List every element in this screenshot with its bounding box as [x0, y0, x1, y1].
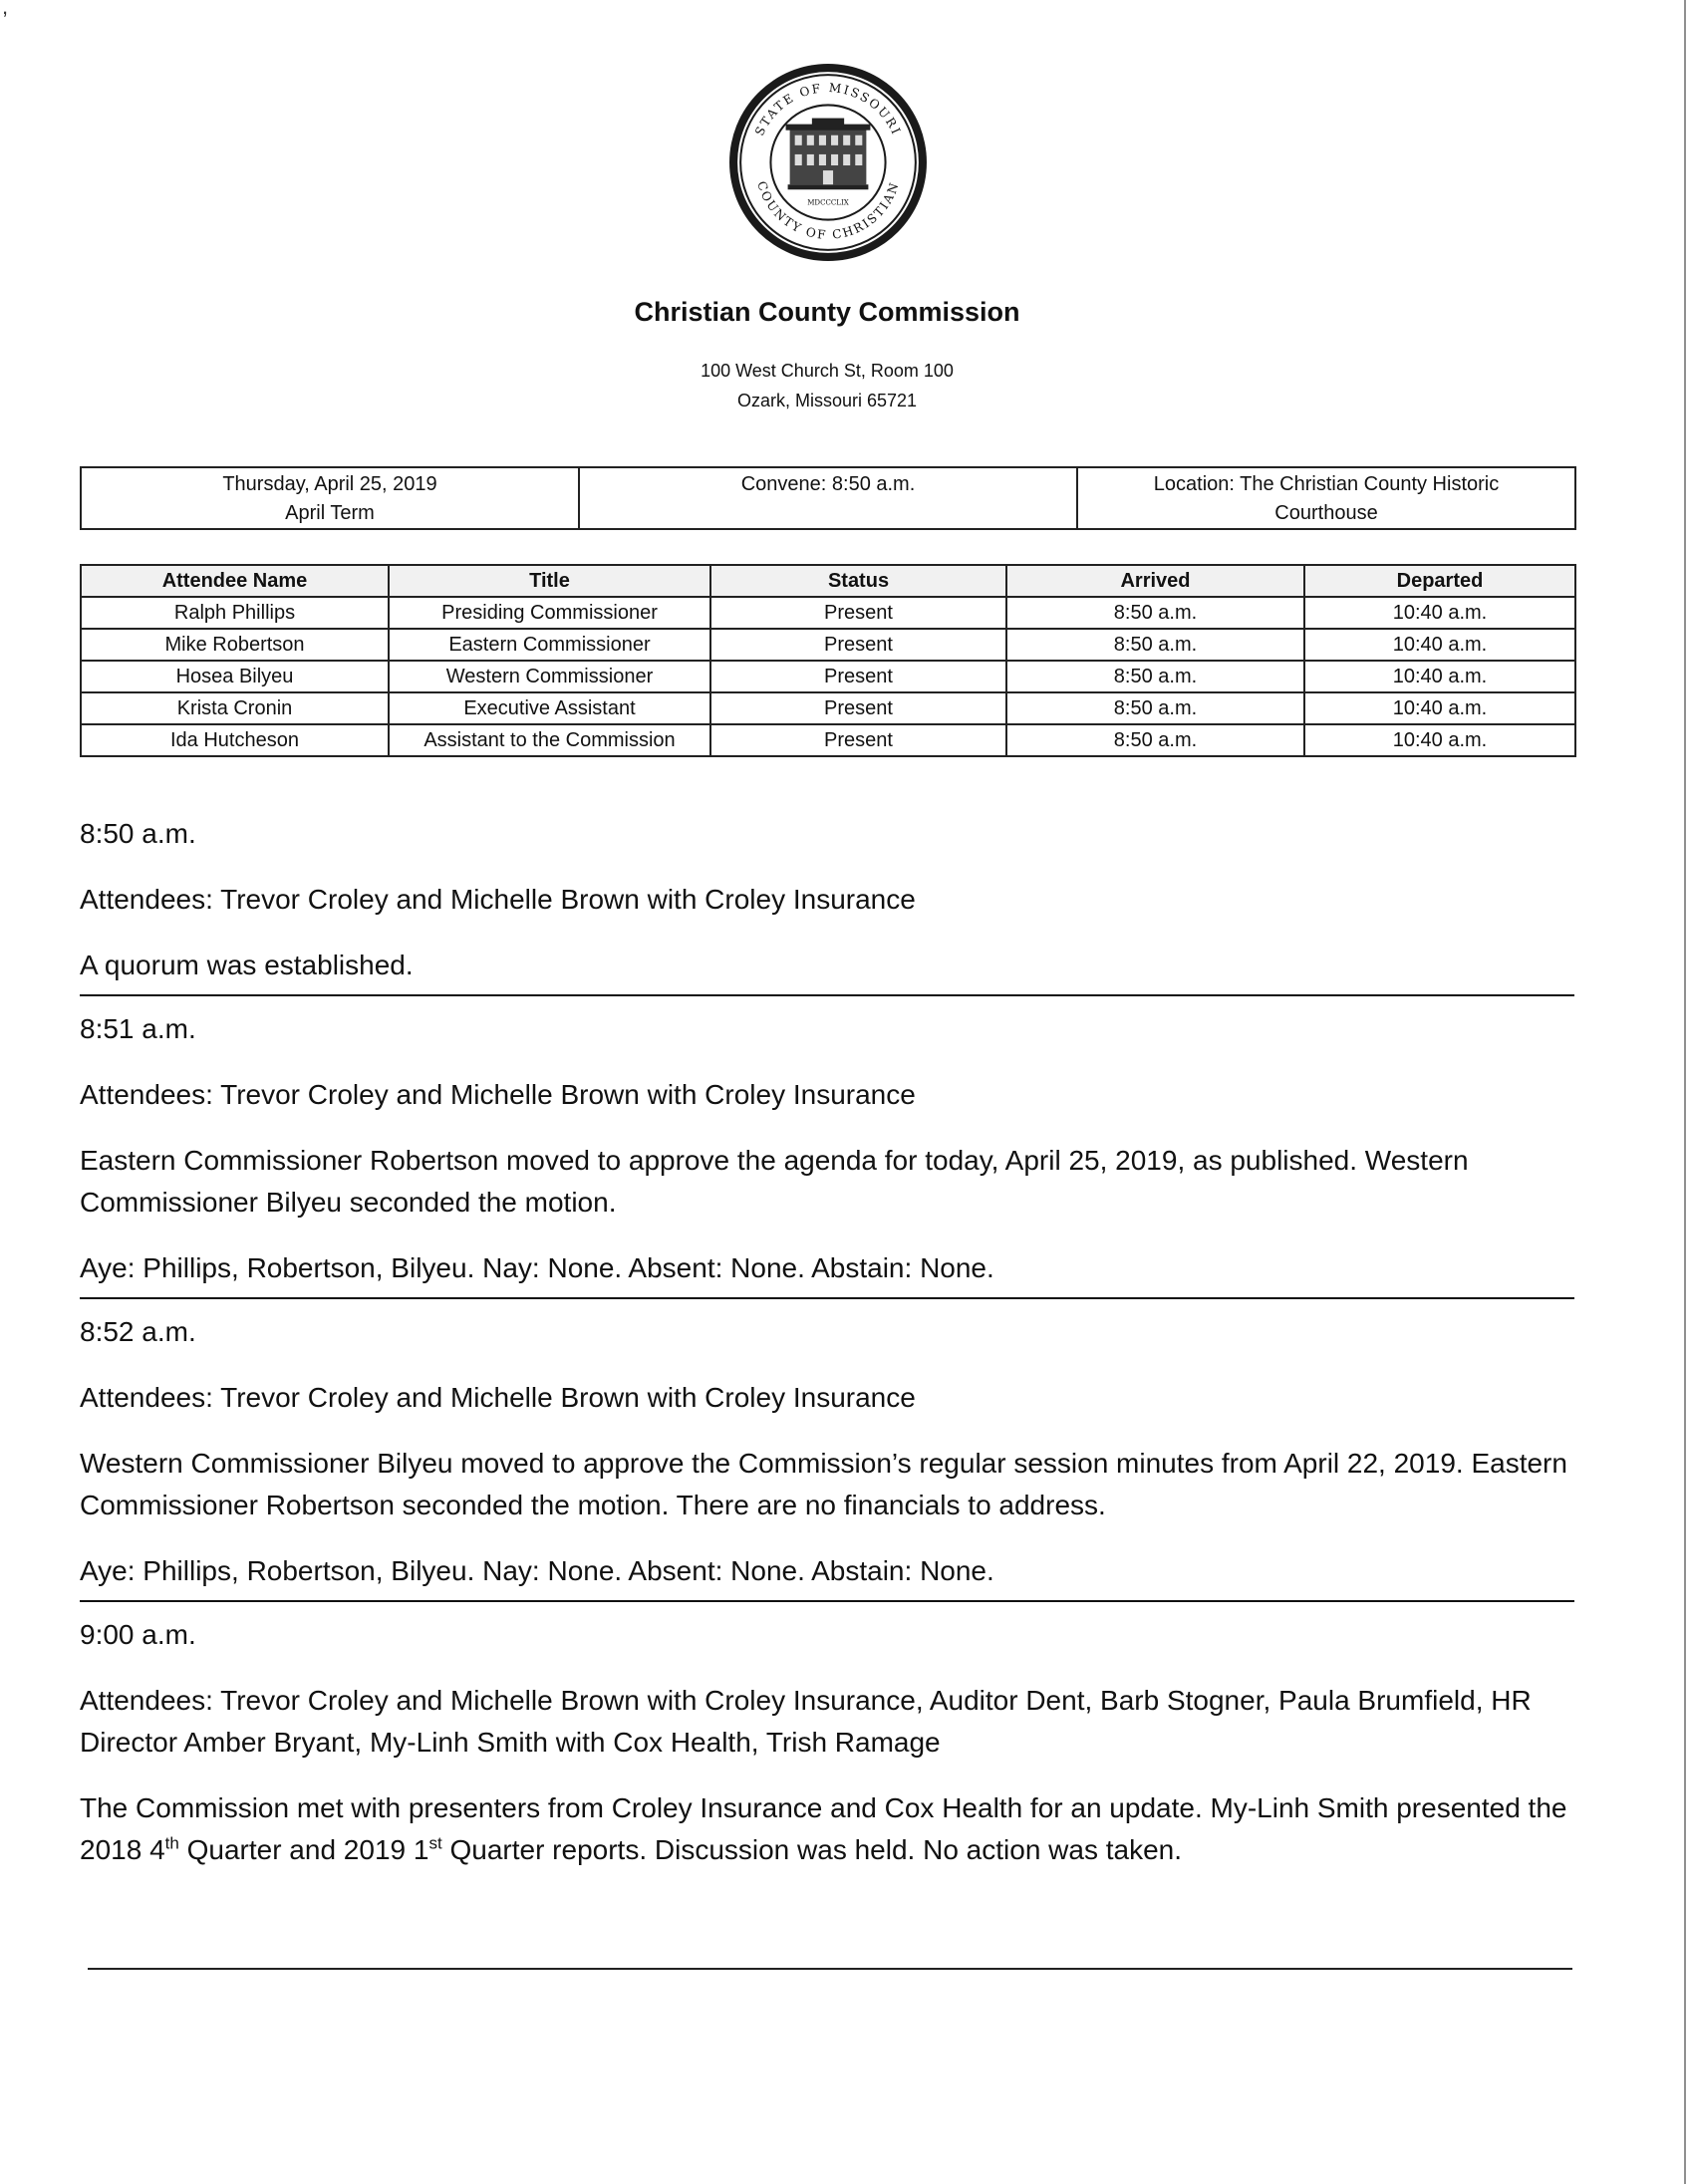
entry-body: A quorum was established.: [80, 950, 414, 980]
seal-text-top: STATE OF MISSOURI: [752, 81, 904, 138]
entry-time: 8:50 a.m.: [80, 818, 196, 849]
seal-year: MDCCCLIX: [807, 197, 849, 207]
meeting-location-cell: [1077, 467, 1575, 529]
attendee-title: Eastern Commissioner: [389, 629, 710, 661]
attendee-arrived: 8:50 a.m.: [1006, 629, 1304, 661]
meeting-convene-cell: [579, 467, 1077, 529]
column-header: Title: [389, 565, 710, 597]
entry-time: 8:52 a.m.: [80, 1316, 196, 1347]
page-title: Christian County Commission: [634, 297, 1020, 327]
corner-mark: ,: [2, 0, 9, 19]
meeting-term: April Term: [285, 502, 375, 524]
county-seal-icon: [727, 62, 929, 263]
attendee-status: Present: [710, 692, 1006, 724]
column-header: Arrived: [1006, 565, 1304, 597]
attendee-name: Hosea Bilyeu: [81, 661, 389, 692]
entry-attendees: Attendees: Trevor Croley and Michelle Brown with Croley Insurance: [80, 1079, 916, 1110]
table-row: [81, 629, 1575, 661]
entry-vote: Aye: Phillips, Robertson, Bilyeu. Nay: None. Absent: None. Abstain: None.: [80, 1252, 994, 1283]
entry-attendees: Attendees: Trevor Croley and Michelle Brown with Croley Insurance: [80, 884, 916, 915]
attendee-name: Ralph Phillips: [81, 597, 389, 629]
attendee-name: Krista Cronin: [81, 692, 389, 724]
meeting-location-line-2: Courthouse: [1274, 502, 1378, 524]
table-row: [81, 724, 1575, 756]
meeting-date-cell: [81, 467, 579, 529]
attendee-title: Assistant to the Commission: [389, 724, 710, 756]
entry-attendees: Attendees: Trevor Croley and Michelle Brown with Croley Insurance: [80, 1382, 916, 1413]
attendee-name: Mike Robertson: [81, 629, 389, 661]
scan-margin-line: [1684, 0, 1686, 2184]
closing-rule: [88, 1968, 1572, 1970]
attendee-departed: 10:40 a.m.: [1304, 724, 1575, 756]
entry-body-text: The Commission met with presenters from Croley Insurance and Cox Health for an update. My-Linh Smith presented the 2018 4: [80, 1792, 1567, 1865]
entry-attendees: Attendees: Trevor Croley and Michelle Brown with Croley Insurance, Auditor Dent, Barb Stogner, Paula Brumfield, HR Director Amber Bryant, My-Linh Smith with Cox Health, Trish Ramage: [80, 1685, 1532, 1758]
attendee-status: Present: [710, 629, 1006, 661]
meeting-date: Thursday, April 25, 2019: [222, 473, 437, 495]
attendee-arrived: 8:50 a.m.: [1006, 724, 1304, 756]
attendee-departed: 10:40 a.m.: [1304, 692, 1575, 724]
attendee-departed: 10:40 a.m.: [1304, 629, 1575, 661]
superscript: th: [164, 1833, 179, 1853]
meeting-location-line-1: Location: The Christian County Historic: [1153, 473, 1500, 495]
attendee-departed: 10:40 a.m.: [1304, 597, 1575, 629]
column-header: Departed: [1304, 565, 1575, 597]
address-line-2: Ozark, Missouri 65721: [736, 391, 918, 410]
minutes-entry: [80, 813, 1574, 996]
meeting-info-table: [80, 466, 1576, 530]
minutes-section: [80, 813, 1574, 1911]
attendee-arrived: 8:50 a.m.: [1006, 597, 1304, 629]
minutes-entry: [80, 1008, 1574, 1299]
superscript: st: [428, 1833, 442, 1853]
entry-body: Eastern Commissioner Robertson moved to approve the agenda for today, April 25, 2019, as published. Western Commissioner Bilyeu seconded the motion.: [80, 1145, 1469, 1218]
entry-time: 9:00 a.m.: [80, 1619, 196, 1650]
entry-body-text: Quarter and 2019 1: [178, 1834, 429, 1865]
attendee-departed: 10:40 a.m.: [1304, 661, 1575, 692]
attendee-name: Ida Hutcheson: [81, 724, 389, 756]
entry-body: Western Commissioner Bilyeu moved to approve the Commission’s regular session minutes from April 22, 2019. Eastern Commissioner Robertson seconded the motion. There are no financials to address.: [80, 1448, 1567, 1520]
attendee-status: Present: [710, 597, 1006, 629]
attendee-arrived: 8:50 a.m.: [1006, 692, 1304, 724]
address-line-1: 100 West Church St, Room 100: [701, 361, 954, 381]
column-header: Attendee Name: [81, 565, 389, 597]
minutes-entry: [80, 1614, 1574, 1899]
attendee-title: Western Commissioner: [389, 661, 710, 692]
minutes-entry: [80, 1311, 1574, 1602]
attendee-title: Presiding Commissioner: [389, 597, 710, 629]
attendee-arrived: 8:50 a.m.: [1006, 661, 1304, 692]
attendee-status: Present: [710, 724, 1006, 756]
attendee-table: [80, 564, 1576, 757]
attendee-title: Executive Assistant: [389, 692, 710, 724]
entry-time: 8:51 a.m.: [80, 1013, 196, 1044]
column-header: Status: [710, 565, 1006, 597]
table-row: [81, 661, 1575, 692]
entry-body-text: Quarter reports. Discussion was held. No action was taken.: [441, 1834, 1183, 1865]
attendee-table-header: [81, 565, 1575, 597]
attendee-status: Present: [710, 661, 1006, 692]
table-row: [81, 692, 1575, 724]
table-row: [81, 597, 1575, 629]
meeting-convene: Convene: 8:50 a.m.: [740, 473, 916, 495]
entry-vote: Aye: Phillips, Robertson, Bilyeu. Nay: None. Absent: None. Abstain: None.: [80, 1555, 994, 1586]
entry-body: [80, 1787, 1574, 1871]
seal-text-bottom: COUNTY OF CHRISTIAN: [754, 179, 902, 242]
